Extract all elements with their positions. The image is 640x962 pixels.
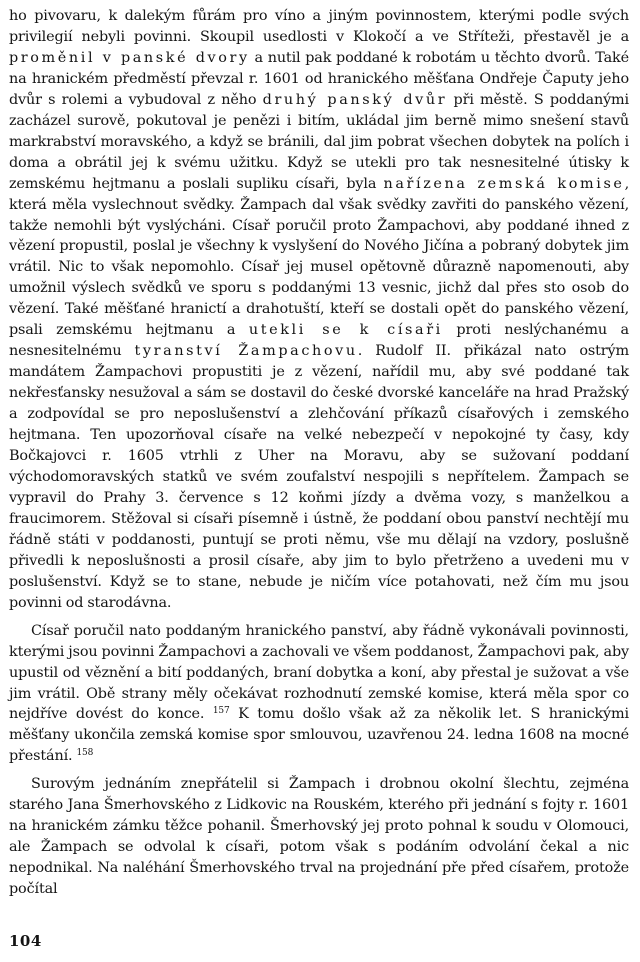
page-body	[9, 6, 629, 900]
footnote-ref: 158	[76, 748, 94, 759]
text-run: Císař poručil nato poddaným hranického panství, aby řádně vykonávali povinnosti, kterými jsou povinni Žampachovi a zachovali ve všem poddanost, Žampachovi pak, aby upustil od věznění a bití poddaných, braní dobytka a koní, aby přestal je sužovat a vše jim vrátil. Obě strany měly očekávat rozhodnutí zemské komise, která měla spor co nejdříve dovést do konce.	[9, 622, 629, 723]
emphasized-text: tyranství Žampachovu	[134, 343, 358, 360]
paragraph-2	[9, 621, 629, 768]
paragraph-3	[9, 774, 629, 900]
text-run: . Rudolf II. přikázal nato ostrým mandátem Žampachovi propustiti je z vězení, nařídil mu, aby své poddané tak nekřesťansky nesužoval a sám se dostavil do české dvorské kanceláře na hrad Pražský a zodpovídal se pro neposlušenství a zlehčování příkazů císařových i zemského hejtmana. Ten upozorňoval císaře na velké nebezpečí v nepokojné ty časy, kdy Bočkajovci r. 1605 vtrhli z Uher na Moravu, aby se sužovaní poddaní východomoravských statků ve svém zoufalství nespojili s nepřítelem. Žampach se vypravil do Prahy 3. července s 12 koňmi jízdy a dvěma vozy, s manželkou a fraucimorem. Stěžoval si císaři písemně i ústně, že poddaní obou panství nechtějí mu řádně státi v poddanosti, puntují se proti němu, vše mu dělají na vzdory, poslušně přivedli k neposlušnosti a prosil císaře, aby jim to bylo přetrženo a uvedeni mu v poslušenství. Když se to stane, nebude je ničím více potahovati, než čím mu jsou povinni od starodávna.	[9, 343, 630, 611]
text-run: Surovým jednáním znepřátelil si Žampach i drobnou okolní šlechtu, zejména starého Jana Šmerhovského z Lidkovic na Rouském, kterého při jednání s fojty r. 1601 na hranickém zámku těžce pohanil. Šmerhovský jej proto pohnal k soudu v Olomouci, ale Žampach se odvolal k císaři, potom však s podáním odvolání čekal a nic nepodnikal. Na naléhání Šmerhovského trval na projednání pře před císařem, protože počítal	[9, 776, 629, 898]
emphasized-text: druhý panský dvůr	[262, 91, 448, 108]
text-run: a nutil pak poddané k robotám u těchto dvorů. Také na hranickém předměstí převzal r. 1601 od hranického měšťana Ondřeje Čaputy jeho dvůr s rolemi a vybudoval z něho	[9, 49, 629, 108]
text-run: proti neslýchanému a nesnesitelnému	[9, 322, 629, 360]
emphasized-text: utekli se k císaři	[248, 322, 443, 339]
emphasized-text: proměnil v panské dvory	[9, 49, 250, 66]
paragraph-1	[9, 6, 629, 614]
text-run: ho pivovaru, k dalekým fůrám pro víno a jiným povinnostem, kterými podle svých privilegií nebyli povinni. Skoupil usedlosti v Klokočí a ve Stříteži, přestavěl je a	[9, 8, 629, 45]
page-number: 104	[9, 932, 42, 950]
emphasized-text: nařízena zemská komise	[383, 175, 625, 192]
text-run: , která měla vyslechnout svědky. Žampach dal však svědky zavřiti do panského vězení, takže nemohli být vyslýcháni. Císař poručil proto Žampachovi, aby poddané ihned z vězení propustil, poslal je všechny k vyslyšení do Nového Jičína a pobraný dobytek jim vrátil. Nic to však nepomohlo. Císař jej musel opětovně důrazně napomenouti, aby umožnil výslech svědků ve sporu s poddanými 13 vesnic, jichž dal přes sto osob do vězení. Také měšťané hranictí a drahotuští, kteří se dostali opět do panského vězení, psali zemskému hejtmanu a	[9, 175, 629, 339]
footnote-ref: 157	[212, 706, 230, 717]
text-run: K tomu došlo však až za několik let. S hranickými měšťany ukončila zemská komise spor smlouvou, uzavřenou 24. ledna 1608 na mocné přestání.	[9, 706, 629, 765]
text-run: při městě. S poddanými zacházel surově, pokutoval je penězi i bitím, ukládal jim berně mimo snešení stavů markrabství moravského, a když se bránili, dal jim pobrat všechen dobytek na polích i doma a obrátil jej k svému užitku. Když se utekli pro tak nesnesitelné útisky k zemskému hejtmanu a poslali supliku císaři, byla	[9, 91, 630, 192]
